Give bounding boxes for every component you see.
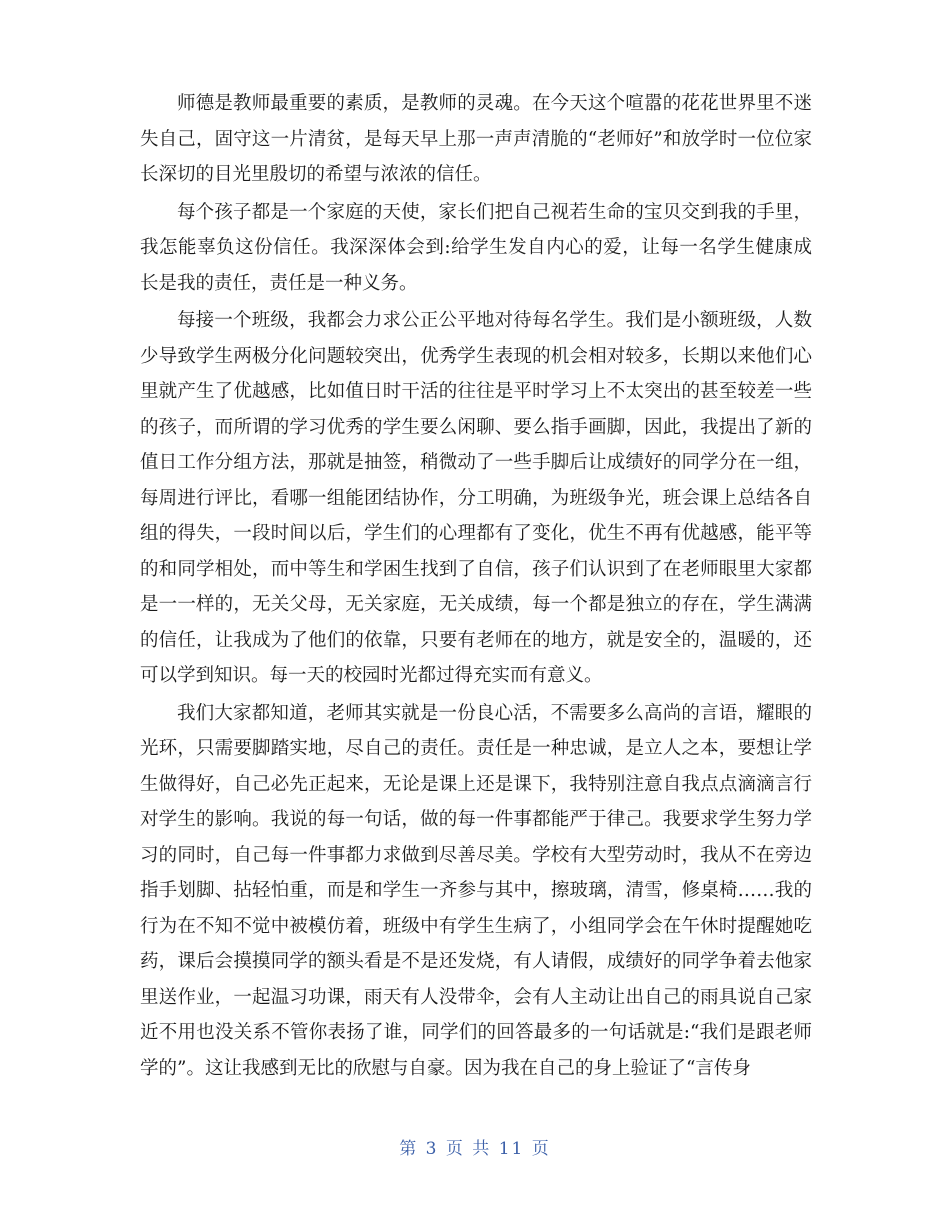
paragraph-3: 每接一个班级，我都会力求公正公平地对待每名学生。我们是小额班级，人数少导致学生两极分化问题较突出，优秀学生表现的机会相对较多，长期以来他们心里就产生了优越感，比如值日时干活的往往是平时学习上不太突出的甚至较差一些的孩子，而所谓的学习优秀的学生要么闲聊、要么指手画脚，因此，我提出了新的值日工作分组方法，那就是抽签，稍微动了一些手脚后让成绩好的同学分在一组，每周进行评比，看哪一组能团结协作，分工明确，为班级争光，班会课上总结各自组的得失，一段时间以后，学生们的心理都有了变化，优生不再有优越感，能平等的和同学相处，而中等生和学困生找到了自信，孩子们认识到了在老师眼里大家都是一一样的，无关父母，无关家庭，无关成绩，每一个都是独立的存在，学生满满的信任，让我成为了他们的依靠，只要有老师在的地方，就是安全的，温暖的，还可以学到知识。每一天的校园时光都过得充实而有意义。 <box>140 310 812 686</box>
document-body <box>140 86 812 1086</box>
paragraph-4: 我们大家都知道，老师其实就是一份良心活，不需要多么高尚的言语，耀眼的光环，只需要脚踏实地，尽自己的责任。责任是一种忠诚，是立人之本，要想让学生做得好，自己必先正起来，无论是课上还是课下，我特别注意自我点点滴滴言行对学生的影响。我说的每一句话，做的每一件事都能严于律己。我要求学生努力学习的同时，自己每一件事都力求做到尽善尽美。学校有大型劳动时，我从不在旁边指手划脚、拈轻怕重，而是和学生一齐参与其中，擦玻璃，清雪，修桌椅……我的行为在不知不觉中被模仿着，班级中有学生生病了，小组同学会在午休时提醒她吃药，课后会摸摸同学的额头看是不是还发烧，有人请假，成绩好的同学争着去他家里送作业，一起温习功课，雨天有人没带伞，会有人主动让出自己的雨具说自己家近不用也没关系不管你表扬了谁，同学们的回答最多的一句话就是:“我们是跟老师学的”。这让我感到无比的欣慰与自豪。因为我在自己的身上验证了“言传身 <box>140 702 812 1079</box>
paragraph-2: 每个孩子都是一个家庭的天使，家长们把自己视若生命的宝贝交到我的手里，我怎能辜负这份信任。我深深体会到:给学生发自内心的爱，让每一名学生健康成长是我的责任，责任是一种义务。 <box>140 201 812 294</box>
paragraph-1: 师德是教师最重要的素质，是教师的灵魂。在今天这个喧嚣的花花世界里不迷失自己，固守这一片清贫，是每天早上那一声声清脆的“老师好”和放学时一位位家长深切的目光里殷切的希望与浓浓的信任。 <box>140 93 812 185</box>
page-number-footer: 第 3 页 共 11 页 <box>399 1139 551 1159</box>
